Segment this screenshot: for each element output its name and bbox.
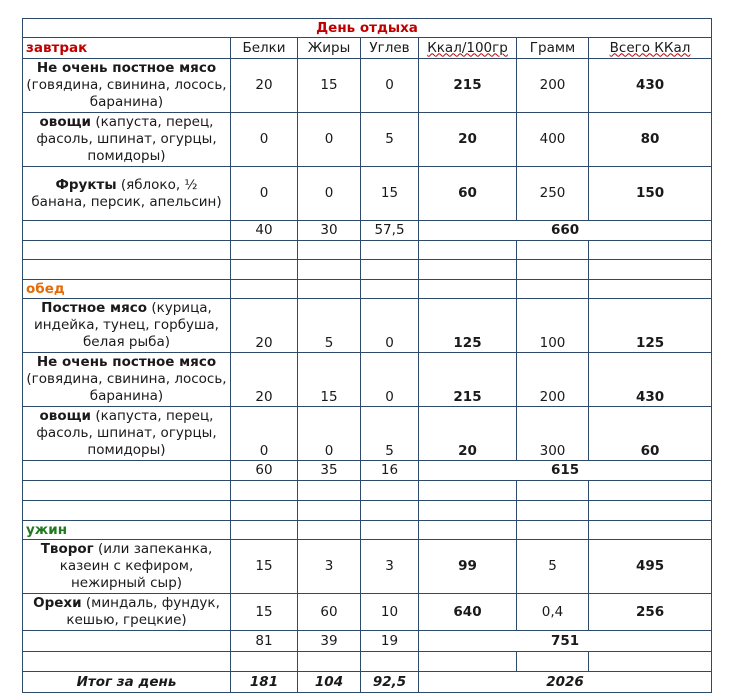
kcal100-cell: 215 — [419, 353, 517, 407]
total-kcal-cell: 256 — [589, 594, 712, 631]
fat-cell: 15 — [298, 59, 361, 113]
carbs-cell: 5 — [361, 113, 419, 167]
table-row — [23, 59, 712, 113]
subtotal-row — [23, 461, 712, 481]
page-title: День отдыха — [23, 19, 712, 38]
fat-cell: 0 — [298, 167, 361, 221]
grams-cell: 200 — [517, 59, 589, 113]
food-cell: Не очень постное мясо (говядина, свинина, лосось, баранина) — [23, 353, 231, 407]
fat-cell: 0 — [298, 113, 361, 167]
food-cell: Творог (или запеканка, казеин с кефиром, нежирный сыр) — [23, 540, 231, 594]
day-total-protein: 181 — [231, 672, 298, 693]
protein-cell: 0 — [231, 407, 298, 461]
grams-cell: 400 — [517, 113, 589, 167]
header-kcal-per-100g: Ккал/100гр — [419, 38, 517, 59]
grams-cell: 200 — [517, 353, 589, 407]
protein-cell: 20 — [231, 59, 298, 113]
protein-cell: 20 — [231, 353, 298, 407]
carbs-cell: 3 — [361, 540, 419, 594]
grams-cell: 300 — [517, 407, 589, 461]
subtotal-protein: 81 — [231, 631, 298, 652]
carbs-cell: 0 — [361, 353, 419, 407]
day-total-carbs: 92,5 — [361, 672, 419, 693]
grams-cell: 0,4 — [517, 594, 589, 631]
protein-cell: 0 — [231, 113, 298, 167]
subtotal-carbs: 19 — [361, 631, 419, 652]
kcal100-cell: 640 — [419, 594, 517, 631]
fat-cell: 3 — [298, 540, 361, 594]
fat-cell: 60 — [298, 594, 361, 631]
carbs-cell: 0 — [361, 59, 419, 113]
subtotal-row — [23, 631, 712, 652]
grams-cell: 100 — [517, 299, 589, 353]
total-kcal-cell: 150 — [589, 167, 712, 221]
fat-cell: 0 — [298, 407, 361, 461]
food-cell: Постное мясо (курица, индейка, тунец, горбуша, белая рыба) — [23, 299, 231, 353]
header-fat: Жиры — [298, 38, 361, 59]
header-carbs: Углев — [361, 38, 419, 59]
subtotal-kcal: 751 — [419, 631, 712, 652]
table-row — [23, 540, 712, 594]
table-row — [23, 594, 712, 631]
protein-cell: 15 — [231, 540, 298, 594]
kcal100-cell: 20 — [419, 113, 517, 167]
total-kcal-cell: 430 — [589, 353, 712, 407]
carbs-cell: 15 — [361, 167, 419, 221]
table-row — [23, 113, 712, 167]
subtotal-carbs: 57,5 — [361, 221, 419, 241]
total-kcal-cell: 60 — [589, 407, 712, 461]
subtotal-fat: 30 — [298, 221, 361, 241]
food-cell: овощи (капуста, перец, фасоль, шпинат, огурцы, помидоры) — [23, 407, 231, 461]
fat-cell: 5 — [298, 299, 361, 353]
protein-cell: 15 — [231, 594, 298, 631]
section-lunch-label: обед — [23, 280, 231, 299]
protein-cell: 20 — [231, 299, 298, 353]
nutrition-table — [22, 18, 712, 693]
subtotal-fat: 35 — [298, 461, 361, 481]
food-cell: Фрукты (яблоко, ½ банана, персик, апельсин) — [23, 167, 231, 221]
kcal100-cell: 215 — [419, 59, 517, 113]
grams-cell: 5 — [517, 540, 589, 594]
total-kcal-cell: 430 — [589, 59, 712, 113]
header-grams: Грамм — [517, 38, 589, 59]
food-cell: Не очень постное мясо (говядина, свинина, лосось, баранина) — [23, 59, 231, 113]
kcal100-cell: 125 — [419, 299, 517, 353]
protein-cell: 0 — [231, 167, 298, 221]
subtotal-protein: 40 — [231, 221, 298, 241]
food-cell: Орехи (миндаль, фундук, кешью, грецкие) — [23, 594, 231, 631]
table-row — [23, 407, 712, 461]
subtotal-row — [23, 221, 712, 241]
table-row — [23, 167, 712, 221]
header-total-kcal: Всего ККал — [589, 38, 712, 59]
kcal100-cell: 99 — [419, 540, 517, 594]
grams-cell: 250 — [517, 167, 589, 221]
total-kcal-cell: 495 — [589, 540, 712, 594]
total-kcal-cell: 80 — [589, 113, 712, 167]
section-breakfast-label: завтрак — [23, 38, 231, 59]
table-row — [23, 299, 712, 353]
day-total-fat: 104 — [298, 672, 361, 693]
subtotal-protein: 60 — [231, 461, 298, 481]
kcal100-cell: 20 — [419, 407, 517, 461]
fat-cell: 15 — [298, 353, 361, 407]
subtotal-fat: 39 — [298, 631, 361, 652]
section-dinner-label: ужин — [23, 521, 231, 540]
day-total-kcal: 2026 — [419, 672, 712, 693]
subtotal-kcal: 660 — [419, 221, 712, 241]
carbs-cell: 10 — [361, 594, 419, 631]
day-total-label: Итог за день — [23, 672, 231, 693]
carbs-cell: 5 — [361, 407, 419, 461]
carbs-cell: 0 — [361, 299, 419, 353]
food-cell: овощи (капуста, перец, фасоль, шпинат, огурцы, помидоры) — [23, 113, 231, 167]
day-total-row — [23, 672, 712, 693]
header-protein: Белки — [231, 38, 298, 59]
subtotal-carbs: 16 — [361, 461, 419, 481]
kcal100-cell: 60 — [419, 167, 517, 221]
subtotal-kcal: 615 — [419, 461, 712, 481]
total-kcal-cell: 125 — [589, 299, 712, 353]
table-row — [23, 353, 712, 407]
